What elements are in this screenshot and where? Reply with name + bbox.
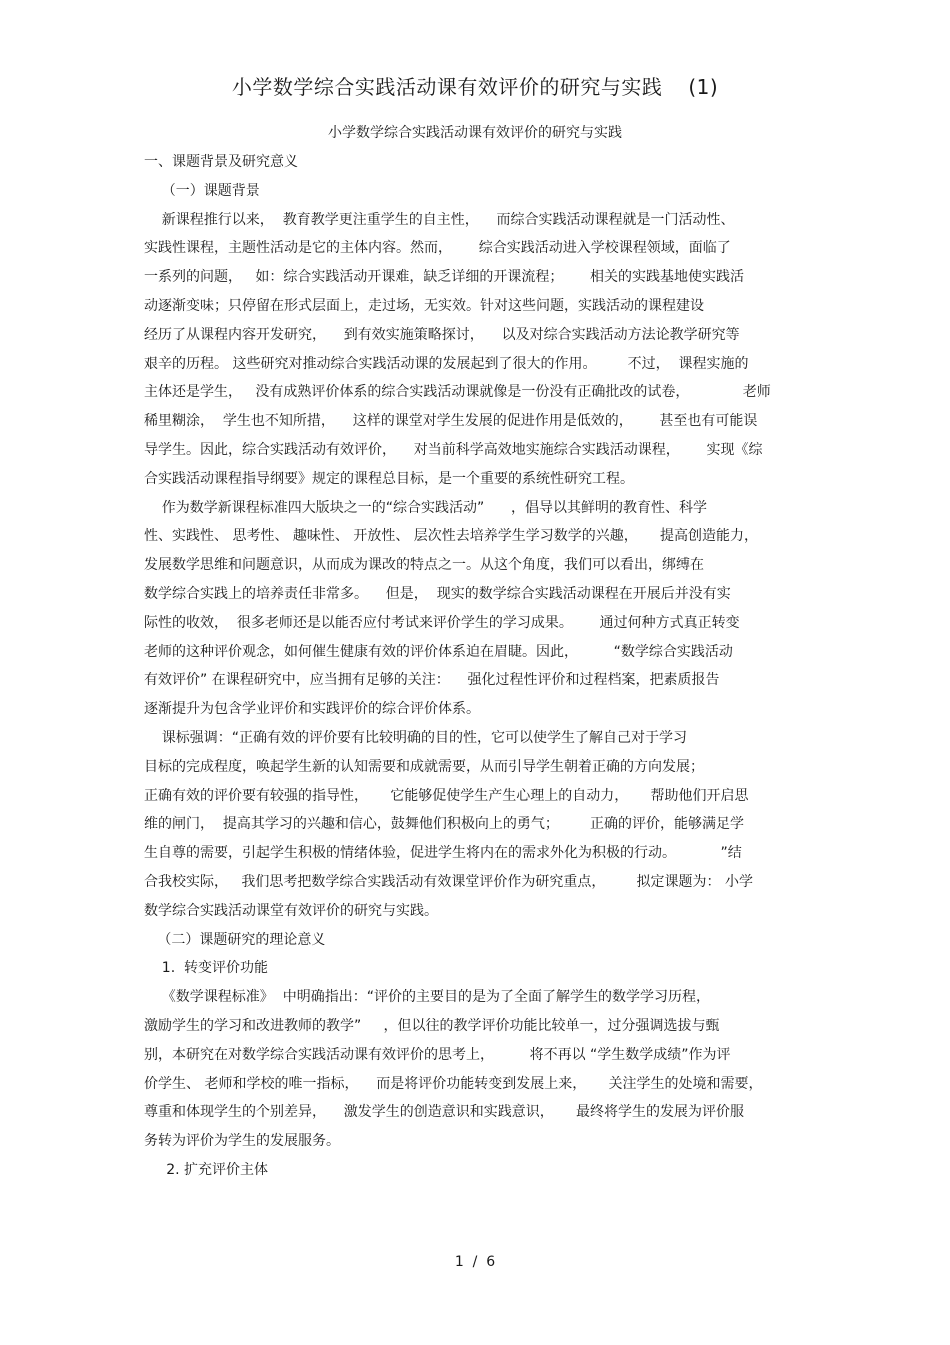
text-line: 尊重和体现学生的个别差异， 激发学生的创造意识和实践意识， 最终将学生的发展为评价服 (144, 1104, 745, 1121)
text-line: 性、实践性、 思考性、 趣味性、 开放性、 层次性去培养学生学习数学的兴趣， 提高创造能力， (144, 528, 759, 545)
text-line: 动逐渐变味；只停留在形式层面上，走过场，无实效。针对这些问题，实践活动的课程建设 (144, 298, 704, 314)
text-line: 经历了从课程内容开发研究， 到有效实施策略探讨， 以及对综合实践活动方法论教学研究等 (144, 326, 740, 343)
text-line: 合实践活动课程指导纲要》规定的课程总目标，是一个重要的系统性研究工程。 (144, 470, 634, 487)
text-line: 生自尊的需要，引起学生积极的情绪体验，促进学生将内在的需求外化为积极的行动。 ”结 (144, 845, 742, 862)
text-line: 有效评价” 在课程研究中，应当拥有足够的关注： 强化过程性评价和过程档案，把素质报告 (144, 672, 720, 689)
text-line: （二）课题研究的理论意义 (144, 931, 326, 948)
text-line: 新课程推行以来， 教育教学更注重学生的自主性， 而综合实践活动课程就是一门活动性、 (144, 211, 735, 228)
text-line: 正确有效的评价要有较强的指导性， 它能够促使学生产生心理上的自动力， 帮助他们开启思 (144, 787, 749, 804)
text-line: 别，本研究在对数学综合实践活动课有效评价的思考上， 将不再以 “学生数学成绩”作为评 (144, 1046, 731, 1063)
document-subtitle: 小学数学综合实践活动课有效评价的研究与实践 (328, 125, 622, 141)
text-line: 维的闸门， 提高其学习的兴趣和信心，鼓舞他们积极向上的勇气； 正确的评价，能够满足学 (144, 816, 745, 833)
text-line: 数学综合实践活动课堂有效评价的研究与实践。 (144, 902, 438, 919)
text-line: 2. 扩充评价主体 (144, 1162, 269, 1178)
document-title (0, 72, 950, 102)
text-line: 价学生、 老师和学校的唯一指标， 而是将评价功能转变到发展上来， 关注学生的处境和需要， (144, 1075, 763, 1092)
text-line: 主体还是学生， 没有成熟评价体系的综合实践活动课就像是一份没有正确批改的试卷， 老师 (144, 384, 771, 401)
text-line: 稀里糊涂， 学生也不知所措， 这样的课堂对学生发展的促进作用是低效的， 甚至也有可能误 (144, 413, 758, 430)
text-line: 激励学生的学习和改进教师的教学” ，但以往的教学评价功能比较单一，过分强调选拔与甄 (144, 1018, 720, 1034)
text-line: 《数学课程标准》 中明确指出：“评价的主要目的是为了全面了解学生的数学学习历程， (144, 989, 710, 1006)
text-line: 逐渐提升为包含学业评价和实践评价的综合评价体系。 (144, 701, 480, 718)
text-line: 一系列的问题， 如：综合实践活动开课难，缺乏详细的开课流程； 相关的实践基地使实践活 (144, 269, 745, 286)
text-line: 导学生。因此，综合实践活动有效评价， 对当前科学高效地实施综合实践活动课程， 实现《综 (144, 442, 763, 458)
text-line: 际性的收效， 很多老师还是以能否应付考试来评价学生的学习成果。 通过何种方式真正转变 (144, 614, 740, 631)
text-line: 目标的完成程度，唤起学生新的认知需要和成就需要，从而引导学生朝着正确的方向发展； (144, 758, 704, 775)
text-line: 老师的这种评价观念，如何催生健康有效的评价体系迫在眉睫。因此， “数学综合实践活动 (144, 643, 733, 660)
text-line: 作为数学新课程标准四大版块之一的“综合实践活动” ，倡导以其鲜明的教育性、科学 (144, 499, 708, 516)
text-line: 实践性课程，主题性活动是它的主体内容。然而， 综合实践活动进入学校课程领域，面临了 (144, 240, 731, 257)
text-line: （一）课题背景 (144, 182, 260, 199)
text-line: 数学综合实践上的培养责任非常多。 但是， 现实的数学综合实践活动课程在开展后并没有实 (144, 586, 731, 602)
text-line: 艰辛的历程。 这些研究对推动综合实践活动课的发展起到了很大的作用。 不过， 课程实施的 (144, 355, 749, 372)
text-line: 务转为评价为学生的发展服务。 (144, 1133, 340, 1150)
text-line: 合我校实际， 我们思考把数学综合实践活动有效课堂评价作为研究重点， 拟定课题为： 小学 (144, 874, 753, 890)
text-line: 课标强调：“正确有效的评价要有比较明确的目的性，它可以使学生了解自己对于学习 (144, 730, 688, 746)
text-line: 1. 转变评价功能 (144, 960, 269, 977)
text-line: 发展数学思维和问题意识，从而成为课改的特点之一。从这个角度，我们可以看出，绑缚在 (144, 557, 704, 574)
text-line: 一、课题背景及研究意义 (144, 154, 298, 170)
document-title-suffix: (1) (688, 75, 719, 99)
document-title-text: 小学数学综合实践活动课有效评价的研究与实践 (231, 75, 663, 99)
page-number: 1 / 6 (454, 1254, 496, 1270)
